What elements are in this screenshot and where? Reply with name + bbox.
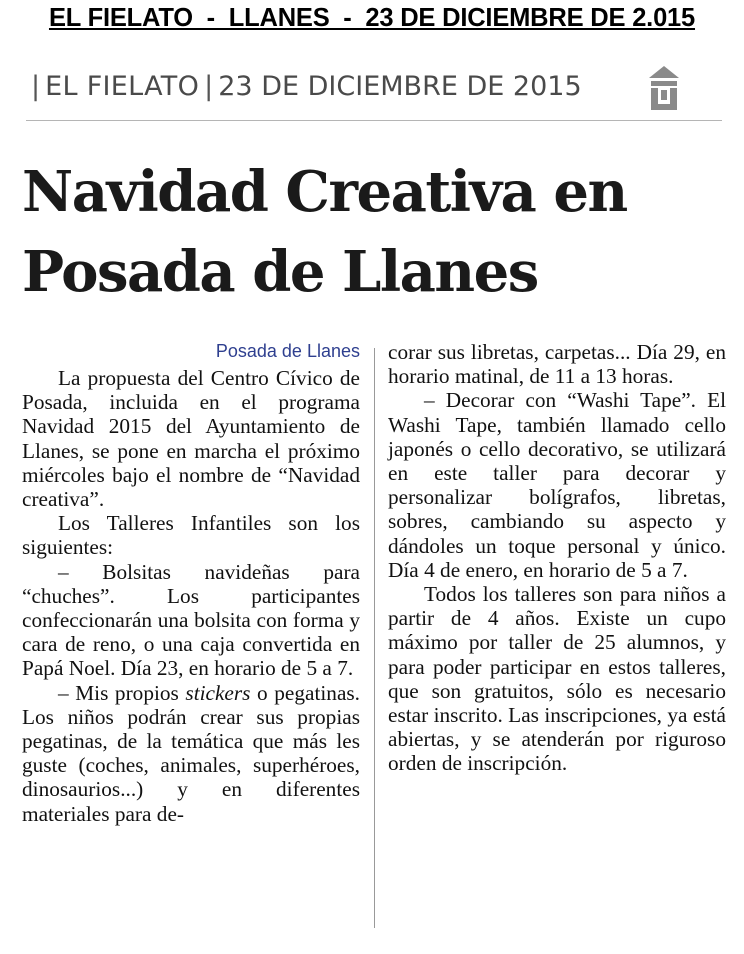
article-headline: Navidad Creativa en Posada de Llanes	[22, 159, 627, 305]
paragraph: La propuesta del Centro Cívico de Posada, incluida en el programa Navidad 2015 del Ayuntamiento de Llanes, se pone en marcha el próximo miércoles bajo el nombre de “Navidad creativa”.	[22, 366, 360, 512]
article-column-right	[388, 340, 726, 776]
header-separator: |	[204, 71, 214, 102]
column-divider	[374, 348, 375, 928]
house-icon	[648, 64, 680, 112]
publication-date: 23 DE DICIEMBRE DE 2015	[218, 71, 582, 102]
header-rule	[26, 120, 722, 121]
paragraph: corar sus libretas, carpetas... Día 29, en horario matinal, de 11 a 13 horas.	[388, 340, 726, 389]
article-column-left	[22, 340, 360, 826]
italic-term: stickers	[185, 680, 251, 705]
paragraph: Los Talleres Infantiles son los siguientes:	[22, 511, 360, 560]
paragraph-text: – Mis propios	[58, 680, 186, 705]
paragraph	[22, 681, 360, 826]
section-header	[26, 66, 714, 108]
header-separator: |	[31, 71, 41, 102]
paragraph: – Decorar con “Washi Tape”. El Washi Tape, también llamado cello japonés o cello decorativo, se utilizará en este taller para decorar y personalizar bolígrafos, libretas, sobres, cambiando su aspecto y dándoles un toque personal y único. Día 4 de enero, en horario de 5 a 7.	[388, 388, 726, 582]
paragraph-text: o pegatinas. Los niños podrán crear sus propias pegatinas, de la temática que más les guste (coches, animales, superhéroes, dinosaurios...) y en diferentes materiales para de-	[22, 680, 361, 826]
article-byline: Posada de Llanes	[215, 341, 360, 361]
page-banner: EL FIELATO - LLANES - 23 DE DICIEMBRE DE 2.015	[48, 4, 696, 32]
paragraph: Todos los talleres son para niños a partir de 4 años. Existe un cupo máximo por taller de 25 alumnos, y para poder participar en estos talleres, que son gratuitos, sólo es necesario estar inscrito. Las inscripciones, ya está abiertas, y se atenderán por riguroso orden de inscripción.	[388, 582, 726, 776]
publication-name: EL FIELATO	[45, 71, 200, 102]
paragraph: – Bolsitas navideñas para “chuches”. Los participantes confeccionarán una bolsita con forma y cara de reno, o una caja convertida en Papá Noel. Día 23, en horario de 5 a 7.	[22, 559, 360, 681]
